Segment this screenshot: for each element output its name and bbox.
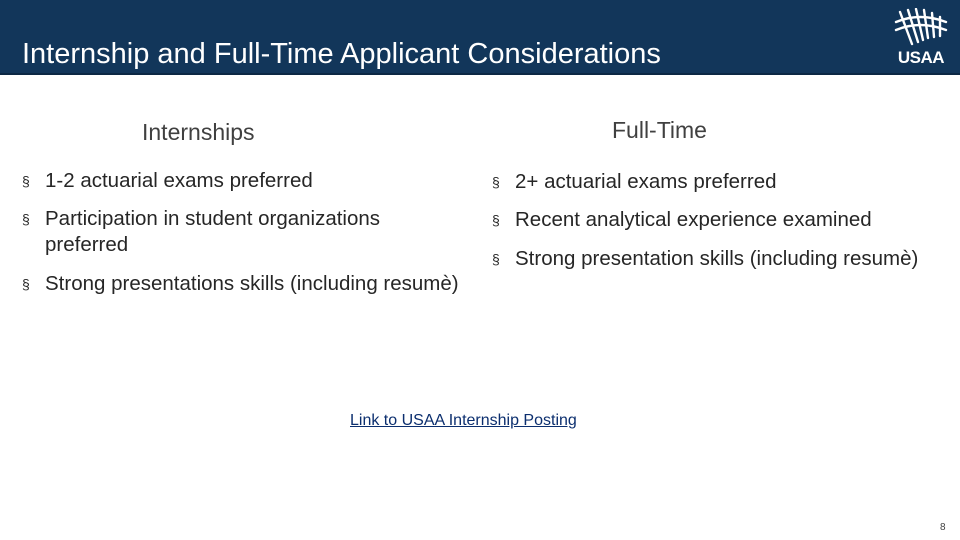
bullet-marker: §	[22, 173, 30, 189]
list-item-text: Recent analytical experience examined	[515, 208, 872, 231]
logo-text: USAA	[897, 48, 945, 67]
list-item	[492, 246, 932, 272]
bullet-marker: §	[22, 211, 30, 227]
list-item	[22, 206, 462, 258]
full-time-heading: Full-Time	[612, 117, 707, 143]
internship-posting-link[interactable]: Link to USAA Internship Posting	[350, 412, 577, 429]
bullet-marker: §	[492, 212, 500, 228]
internships-heading: Internships	[142, 119, 255, 145]
bullet-marker: §	[492, 251, 500, 267]
list-item	[492, 169, 932, 195]
list-item-text: Strong presentation skills (including resumè)	[515, 247, 919, 270]
list-item-text: 2+ actuarial exams preferred	[515, 170, 777, 193]
usaa-logo	[890, 8, 952, 68]
full-time-list	[492, 168, 932, 272]
title-underline	[0, 73, 960, 75]
slide-title: Internship and Full-Time Applicant Considerations	[22, 38, 661, 70]
list-item-text: Strong presentations skills (including resumè)	[45, 272, 459, 295]
list-item-text: Participation in student organizations preferred	[45, 207, 381, 256]
list-item	[492, 207, 932, 233]
bullet-marker: §	[492, 174, 500, 190]
list-item	[22, 168, 462, 194]
list-item-text: 1-2 actuarial exams preferred	[45, 169, 313, 192]
usaa-eagle-icon	[890, 8, 952, 48]
internships-list	[22, 168, 462, 297]
list-item	[22, 271, 462, 297]
bullet-marker: §	[22, 276, 30, 292]
page-number: 8	[940, 522, 946, 533]
